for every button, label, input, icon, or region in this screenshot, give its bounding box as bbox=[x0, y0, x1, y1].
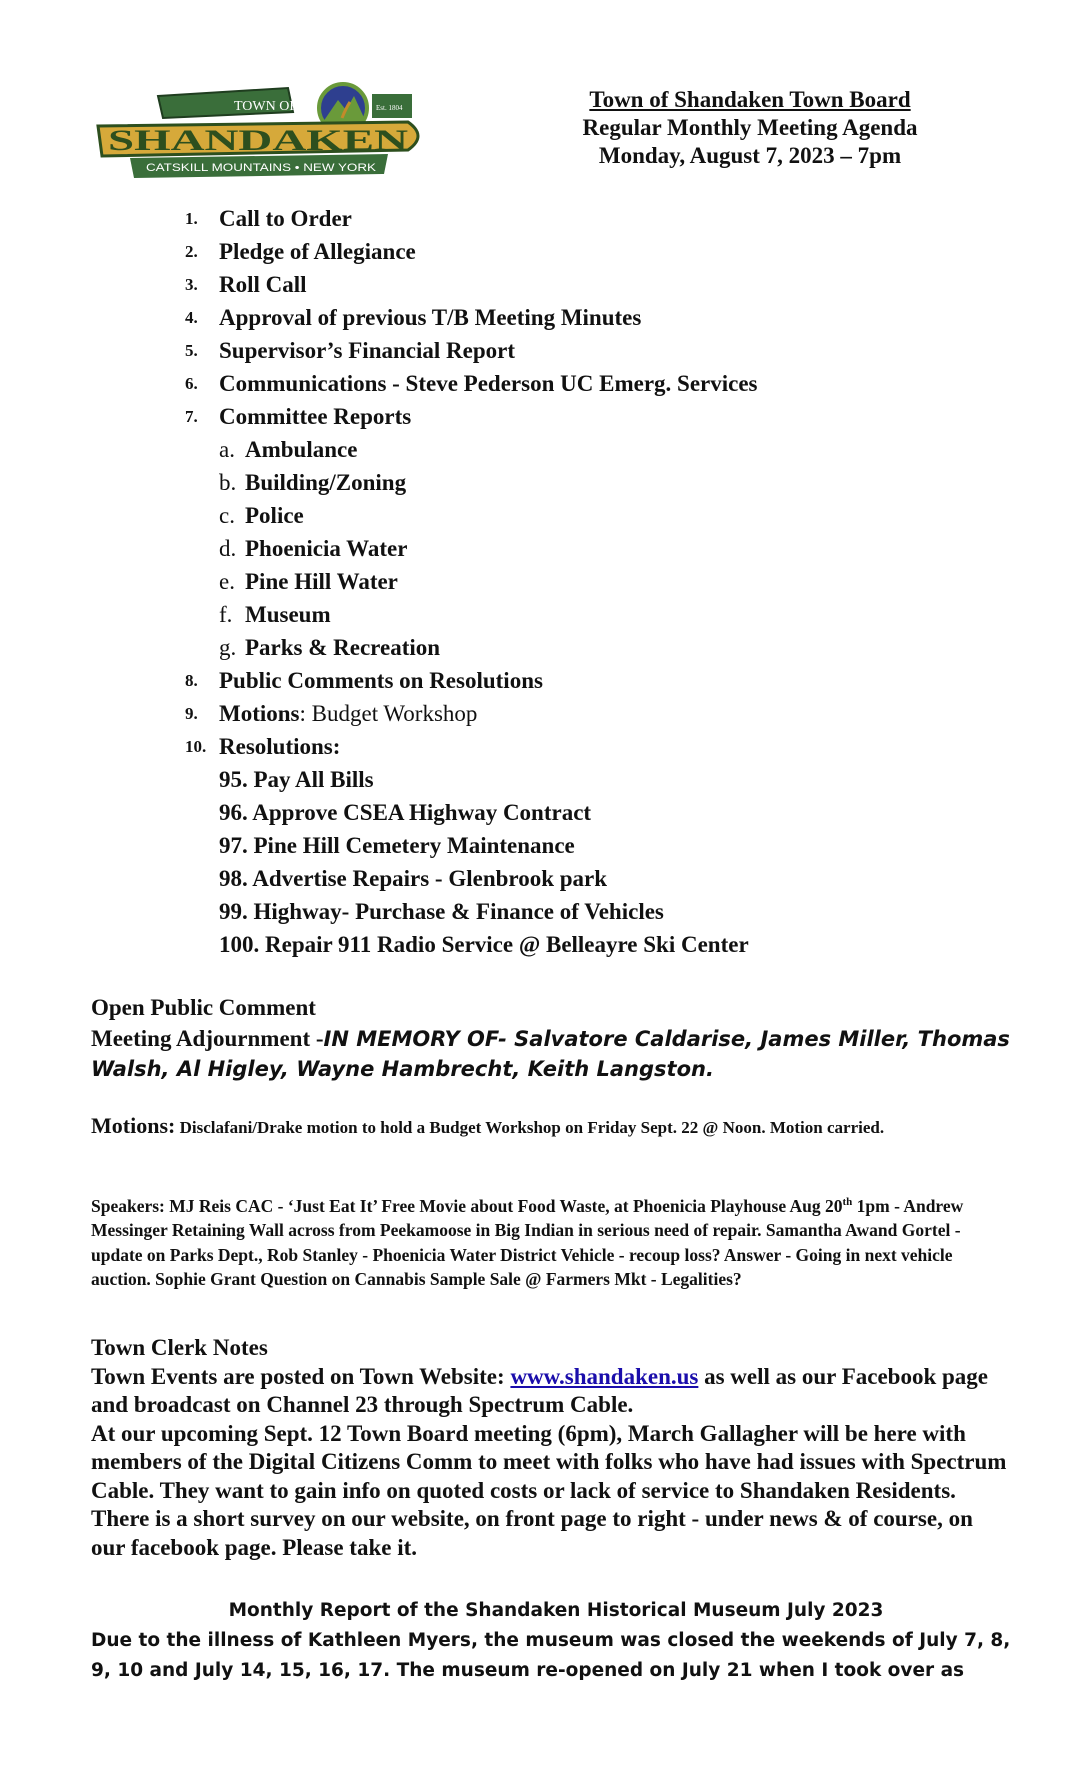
agenda-item-text: Communications - Steve Pederson UC Emerg. Services bbox=[219, 371, 758, 396]
committee-text: Parks & Recreation bbox=[245, 635, 441, 660]
agenda-item-text: Roll Call bbox=[219, 272, 307, 297]
logo-name: SHANDAKEN bbox=[108, 124, 409, 157]
speakers-section bbox=[91, 1190, 1011, 1292]
committee-text: Ambulance bbox=[245, 437, 358, 462]
agenda-item-text: Approval of previous T/B Meeting Minutes bbox=[219, 305, 642, 330]
open-public-comment: Open Public Comment bbox=[91, 995, 316, 1020]
agenda-item-text: Call to Order bbox=[219, 206, 352, 231]
town-website-link[interactable]: www.shandaken.us bbox=[510, 1363, 699, 1389]
agenda-item bbox=[185, 730, 758, 763]
agenda-item-text: Resolutions: bbox=[219, 734, 341, 759]
agenda-item-text: Supervisor’s Financial Report bbox=[219, 338, 516, 363]
committee-item bbox=[185, 466, 758, 499]
committee-item bbox=[185, 631, 758, 664]
committee-letter: f. bbox=[219, 602, 233, 627]
agenda-item bbox=[185, 400, 758, 433]
committee-letter: a. bbox=[219, 437, 235, 462]
agenda-item bbox=[185, 367, 758, 400]
committee-item bbox=[185, 598, 758, 631]
town-logo bbox=[88, 78, 433, 198]
committee-letter: g. bbox=[219, 635, 237, 660]
agenda-item-number: 6. bbox=[185, 374, 198, 393]
shandaken-logo-graphic bbox=[88, 78, 433, 198]
agenda-list bbox=[185, 202, 758, 961]
committee-text: Phoenicia Water bbox=[245, 536, 408, 561]
page-title: Town of Shandaken Town Board bbox=[589, 87, 911, 112]
agenda-item bbox=[185, 301, 758, 334]
committee-text: Museum bbox=[245, 602, 331, 627]
museum-report bbox=[91, 1596, 1021, 1686]
logo-tagline: CATSKILL MOUNTAINS • NEW YORK bbox=[146, 162, 377, 174]
agenda-item-number: 1. bbox=[185, 209, 198, 228]
agenda-item-number: 9. bbox=[185, 704, 198, 723]
speakers-text-1: Speakers: MJ Reis CAC - ‘Just Eat It’ Free Movie about Food Waste, at Phoenicia Playhouse Aug 20 bbox=[91, 1195, 843, 1216]
agenda-item-text: Public Comments on Resolutions bbox=[219, 668, 543, 693]
clerk-paragraph-2: At our upcoming Sept. 12 Town Board meeting (6pm), March Gallagher will be here with members of the Digital Citizens Comm to meet with folks who have had issues with Spectrum Cable. They want to gain info on quoted costs or lack of service to Shandaken Residents. There is a short survey on our website, on front page to right - under news & of course, on our facebook page. Please take it. bbox=[91, 1420, 1007, 1560]
document-header bbox=[540, 86, 960, 170]
agenda-item-number: 2. bbox=[185, 242, 198, 261]
page-subtitle: Regular Monthly Meeting Agenda bbox=[582, 115, 918, 140]
agenda-item-label: Motions bbox=[219, 701, 300, 726]
resolution-item: 95. Pay All Bills bbox=[219, 767, 374, 792]
speakers-text-2: 1pm - Andrew Messinger Retaining Wall across from Peekamoose in Big Indian in serious need of repair. Samantha Awand Gortel - update on Parks Dept., Rob Stanley - Phoenicia Water District Vehicle - recoup loss? Answer - Going in next vehicle auction. Sophie Grant Question on Cannabis Sample Sale @ Farmers Mkt - Legalities? bbox=[91, 1195, 964, 1290]
meeting-date: Monday, August 7, 2023 – 7pm bbox=[598, 143, 902, 168]
resolution-item: 99. Highway- Purchase & Finance of Vehicles bbox=[219, 899, 664, 924]
agenda-item bbox=[185, 268, 758, 301]
motions-text: Disclafani/Drake motion to hold a Budget Workshop on Friday Sept. 22 @ Noon. Motion carried. bbox=[175, 1118, 885, 1137]
resolution-item: 96. Approve CSEA Highway Contract bbox=[219, 800, 592, 825]
clerk-paragraph-1 bbox=[91, 1363, 1011, 1420]
agenda-item-text: Committee Reports bbox=[219, 404, 412, 429]
committee-item bbox=[185, 532, 758, 565]
agenda-item bbox=[185, 202, 758, 235]
clerk-text: Town Events are posted on Town Website: bbox=[91, 1363, 511, 1389]
resolution-item: 100. Repair 911 Radio Service @ Belleayre Ski Center bbox=[219, 932, 749, 957]
clerk-text: as well as our Facebook page and broadcast on Channel 23 through Spectrum Cable. bbox=[91, 1363, 988, 1417]
committee-letter: b. bbox=[219, 470, 237, 495]
motions-label: Motions: bbox=[91, 1113, 176, 1138]
agenda-item-text: : Budget Workshop bbox=[299, 701, 478, 726]
agenda-item-number: 8. bbox=[185, 671, 198, 690]
agenda-item bbox=[185, 697, 758, 730]
in-memory-text: IN MEMORY OF- Salvatore Caldarise, James Miller, Thomas Walsh, Al Higley, Wayne Hambrecht, Keith Langston. bbox=[91, 1027, 1010, 1081]
agenda-item bbox=[185, 664, 758, 697]
agenda-item-number: 7. bbox=[185, 407, 198, 426]
agenda-item-text: Pledge of Allegiance bbox=[219, 239, 416, 264]
committee-letter: e. bbox=[219, 569, 235, 594]
museum-report-title: Monthly Report of the Shandaken Historical Museum July 2023 bbox=[228, 1600, 884, 1621]
resolution-item: 98. Advertise Repairs - Glenbrook park bbox=[219, 866, 608, 891]
logo-est: Est. 1804 bbox=[376, 104, 403, 112]
town-clerk-notes bbox=[91, 1334, 1011, 1562]
committee-text: Building/Zoning bbox=[245, 470, 407, 495]
committee-item bbox=[185, 499, 758, 532]
agenda-item-number: 10. bbox=[185, 737, 207, 756]
committee-item bbox=[185, 433, 758, 466]
committee-item bbox=[185, 565, 758, 598]
agenda-item-number: 5. bbox=[185, 341, 198, 360]
resolution-item: 97. Pine Hill Cemetery Maintenance bbox=[219, 833, 575, 858]
museum-report-text: Due to the illness of Kathleen Myers, the museum was closed the weekends of July 7, 8, 9, 10 and July 14, 15, 16, 17. The museum re-opened on July 21 when I took over as bbox=[91, 1630, 1011, 1681]
committee-letter: d. bbox=[219, 536, 237, 561]
motions-section bbox=[91, 1114, 1011, 1139]
clerk-heading: Town Clerk Notes bbox=[91, 1335, 268, 1360]
logo-town-of: TOWN OF bbox=[234, 99, 298, 114]
agenda-item-number: 3. bbox=[185, 275, 198, 294]
speakers-sup: th bbox=[842, 1196, 853, 1208]
committee-text: Police bbox=[245, 503, 304, 528]
committee-text: Pine Hill Water bbox=[245, 569, 398, 594]
adjournment-label: Meeting Adjournment - bbox=[91, 1026, 324, 1051]
committee-letter: c. bbox=[219, 503, 235, 528]
meeting-adjournment bbox=[91, 1024, 1011, 1084]
agenda-item-number: 4. bbox=[185, 308, 198, 327]
agenda-item bbox=[185, 235, 758, 268]
agenda-item bbox=[185, 334, 758, 367]
